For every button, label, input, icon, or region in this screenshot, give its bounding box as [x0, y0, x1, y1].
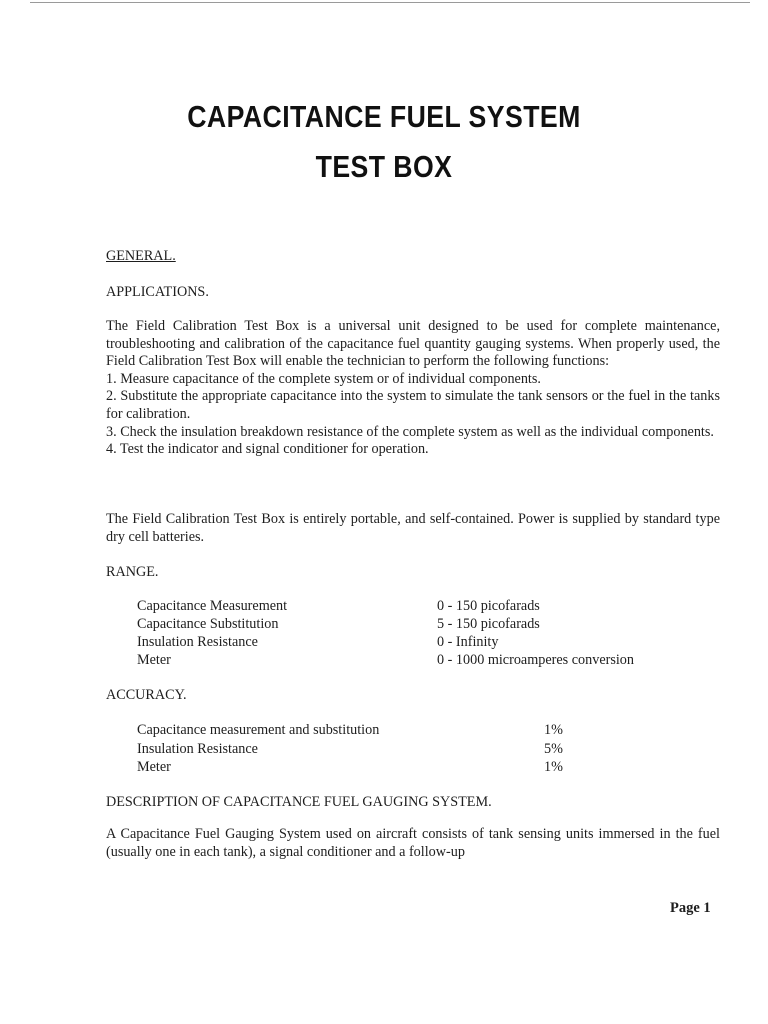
- document-title-line-2: TEST BOX: [315, 149, 453, 184]
- description-paragraph: A Capacitance Fuel Gauging System used on aircraft consists of tank sensing units immersed in the fuel (usually one in each tank), a signal conditioner and a follow-up: [106, 826, 720, 860]
- range-value: 5 - 150 picofarads: [437, 616, 540, 632]
- accuracy-value: 5%: [544, 741, 563, 757]
- accuracy-label: Capacitance measurement and substitution: [137, 722, 380, 738]
- general-heading: GENERAL.: [106, 248, 176, 264]
- function-item-1: 1. Measure capacitance of the complete system or of individual components.: [106, 370, 541, 387]
- applications-heading: APPLICATIONS.: [106, 284, 209, 300]
- accuracy-label: Meter: [137, 759, 171, 775]
- range-heading: RANGE.: [106, 564, 159, 580]
- range-label: Insulation Resistance: [137, 634, 258, 650]
- document-title-line-1: CAPACITANCE FUEL SYSTEM: [187, 99, 581, 134]
- range-label: Capacitance Measurement: [137, 598, 288, 614]
- applications-section: [106, 318, 720, 459]
- range-value: 0 - 150 picofarads: [437, 598, 540, 614]
- accuracy-value: 1%: [544, 759, 563, 775]
- range-label: Meter: [137, 652, 171, 668]
- function-item-4: 4. Test the indicator and signal conditioner for operation.: [106, 441, 429, 458]
- function-item-2: 2. Substitute the appropriate capacitance into the system to simulate the tank sensors or the fuel in the tanks for calibration.: [106, 388, 720, 422]
- applications-intro: The Field Calibration Test Box is a universal unit designed to be used for complete maintenance, troubleshooting and calibration of the capacitance fuel quantity gauging systems. When properly used, the Field Calibration Test Box will enable the technician to perform the following functions:: [106, 318, 720, 370]
- portable-paragraph: The Field Calibration Test Box is entirely portable, and self-contained. Power is supplied by standard type dry cell batteries.: [106, 511, 720, 545]
- function-item-3: 3. Check the insulation breakdown resistance of the complete system as well as the individual components.: [106, 423, 714, 440]
- range-label: Capacitance Substitution: [137, 616, 279, 632]
- range-value: 0 - 1000 microamperes conversion: [437, 652, 634, 668]
- accuracy-heading: ACCURACY.: [106, 687, 187, 703]
- accuracy-label: Insulation Resistance: [137, 741, 258, 757]
- description-heading: DESCRIPTION OF CAPACITANCE FUEL GAUGING SYSTEM.: [106, 794, 492, 810]
- page-number: Page 1: [670, 900, 711, 916]
- range-value: 0 - Infinity: [437, 634, 499, 650]
- top-rule: [30, 2, 750, 3]
- accuracy-value: 1%: [544, 722, 563, 738]
